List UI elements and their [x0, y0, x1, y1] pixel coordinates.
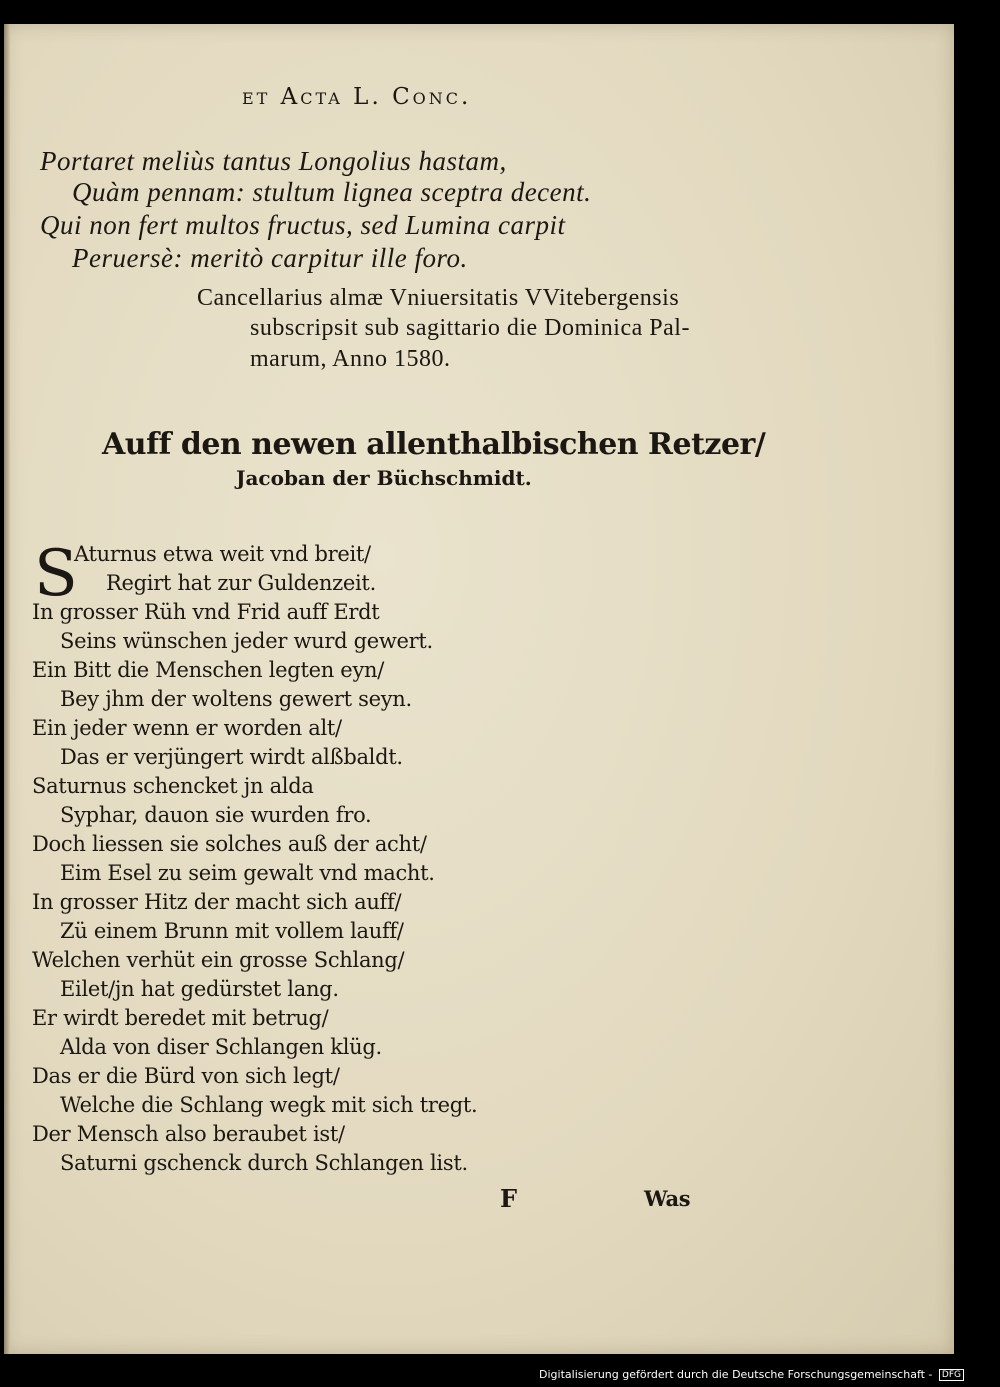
- page-gutter-shadow: [4, 24, 10, 1354]
- latin-verse-line: Qui non fert multos fructus, sed Lumina carpit: [40, 210, 566, 240]
- poem-title: Auff den newen allenthalbischen Retzer/: [102, 427, 766, 462]
- funding-credit: [539, 1368, 964, 1381]
- poem-line: Er wirdt beredet mit betrug/: [32, 1006, 329, 1030]
- subscription-line: Cancellarius almæ Vniuersitatis VVitebergensis: [197, 285, 680, 311]
- poem-line: Das er verjüngert wirdt alßbaldt.: [60, 745, 403, 769]
- poem-line: Der Mensch also beraubet ist/: [32, 1122, 345, 1146]
- poem-line: Regirt hat zur Guldenzeit.: [106, 571, 376, 595]
- poem-line: Bey jhm der woltens gewert seyn.: [60, 687, 412, 711]
- poem-line: Das er die Bürd von sich legt/: [32, 1064, 340, 1088]
- poem-line: Saturnus schencket jn alda: [32, 774, 314, 798]
- poem-line: Syphar, dauon sie wurden fro.: [60, 803, 372, 827]
- latin-verse-line: Quàm pennam: stultum lignea sceptra decent.: [72, 177, 592, 207]
- poem-line: Ein jeder wenn er worden alt/: [32, 716, 342, 740]
- book-page: [4, 24, 954, 1354]
- poem-author: Jacoban der Büchschmidt.: [236, 466, 532, 490]
- running-head: et Acta L. Conc.: [242, 84, 472, 110]
- catchword: Was: [644, 1186, 691, 1211]
- decorated-initial: S: [34, 537, 78, 611]
- poem-line: Alda von diser Schlangen klüg.: [60, 1035, 382, 1059]
- dfg-logo: DFG: [939, 1369, 964, 1381]
- signature-mark: F: [500, 1184, 517, 1213]
- poem-line: Saturni gschenck durch Schlangen list.: [60, 1151, 468, 1175]
- funding-credit-text: Digitalisierung gefördert durch die Deutsche Forschungsgemeinschaft -: [539, 1368, 933, 1381]
- latin-verse-line: Peruersè: meritò carpitur ille foro.: [72, 243, 468, 273]
- subscription-line: subscripsit sub sagittario die Dominica Pal-: [250, 315, 690, 341]
- poem-line: Zü einem Brunn mit vollem lauff/: [60, 919, 404, 943]
- poem-line: Welche die Schlang wegk mit sich tregt.: [60, 1093, 478, 1117]
- subscription-line: marum, Anno 1580.: [250, 346, 451, 372]
- poem-line: Aturnus etwa weit vnd breit/: [74, 542, 371, 566]
- poem-line: Eim Esel zu seim gewalt vnd macht.: [60, 861, 435, 885]
- poem-line: In grosser Hitz der macht sich auff/: [32, 890, 402, 914]
- poem-line: Ein Bitt die Menschen legten eyn/: [32, 658, 385, 682]
- poem-line: Eilet/jn hat gedürstet lang.: [60, 977, 339, 1001]
- latin-verse-line: Portaret meliùs tantus Longolius hastam,: [40, 146, 507, 176]
- poem-line: Seins wünschen jeder wurd gewert.: [60, 629, 433, 653]
- poem-line: Doch liessen sie solches auß der acht/: [32, 832, 427, 856]
- poem-line: Welchen verhüt ein grosse Schlang/: [32, 948, 405, 972]
- poem-line: In grosser Rüh vnd Frid auff Erdt: [32, 600, 380, 624]
